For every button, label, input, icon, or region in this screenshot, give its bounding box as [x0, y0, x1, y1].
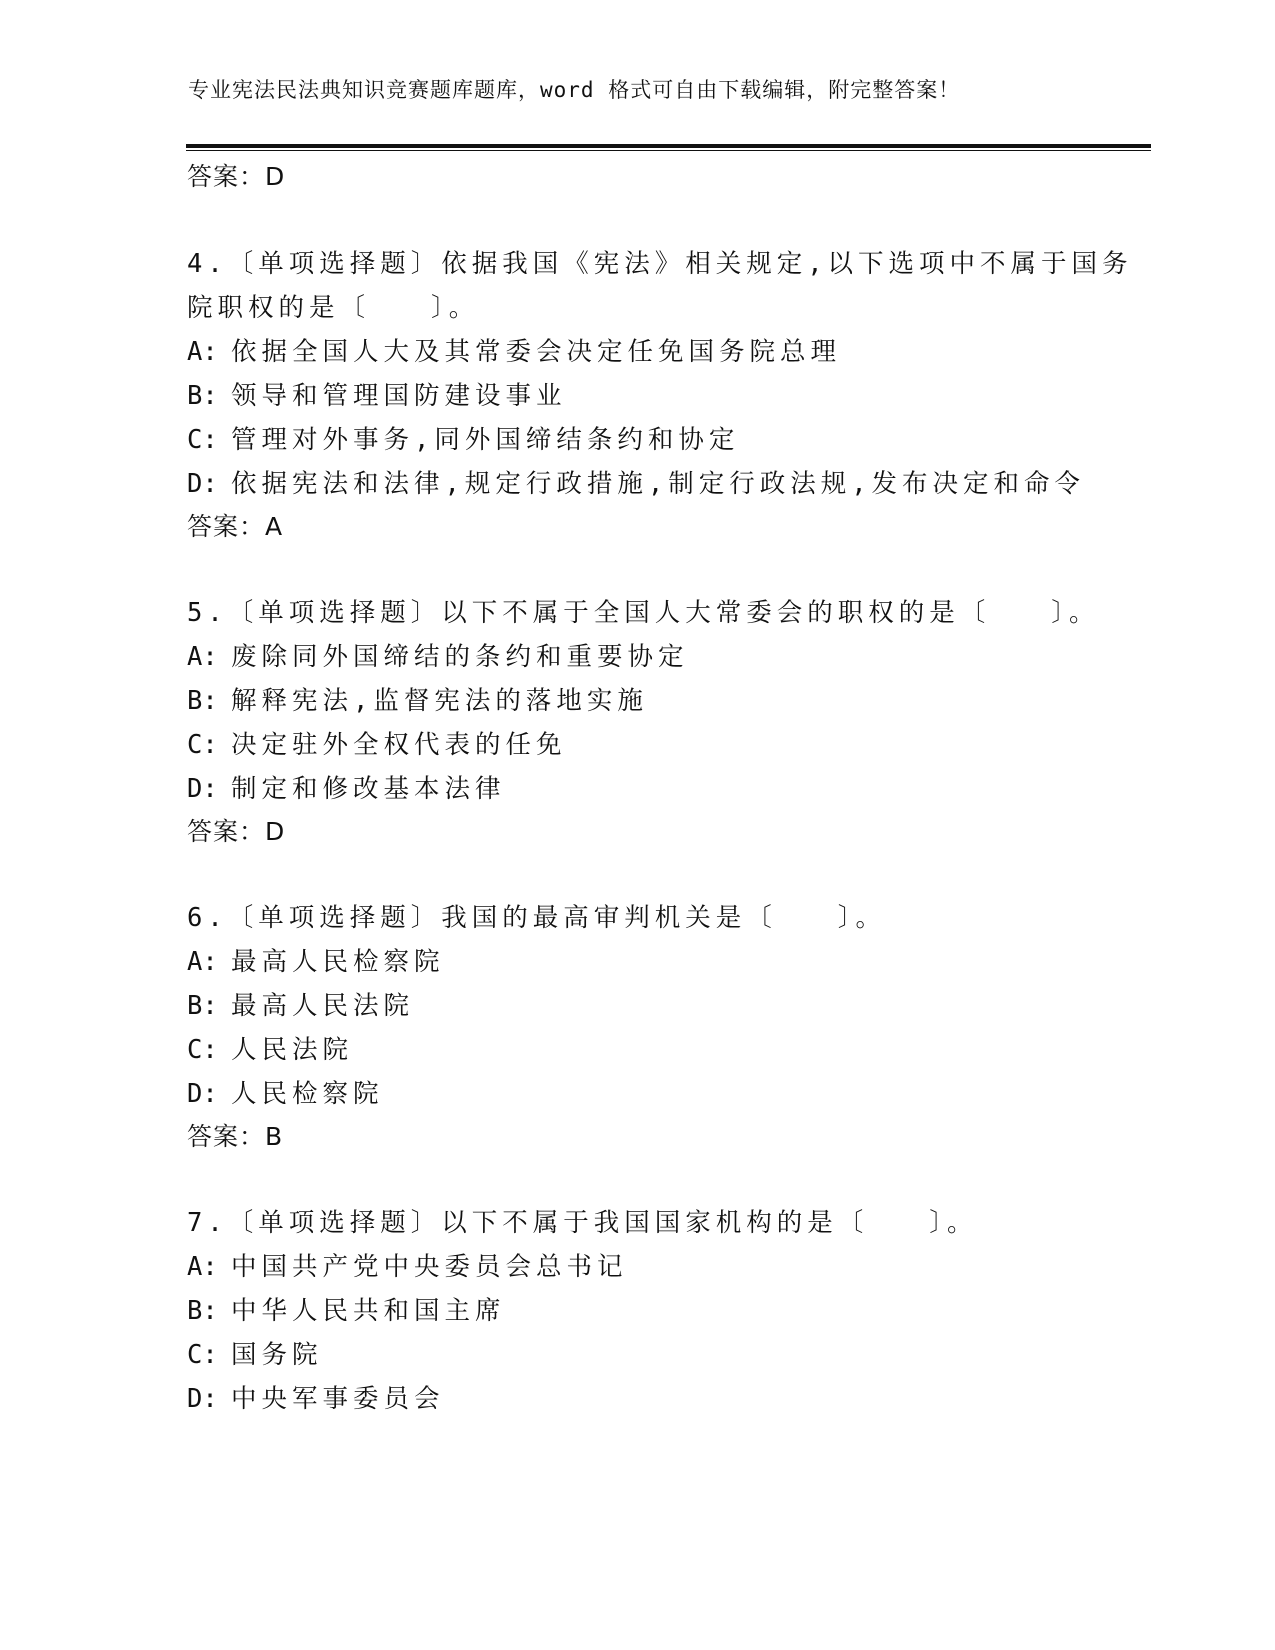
option-letter: C:	[187, 730, 218, 760]
question-5-option-a	[187, 637, 689, 673]
question-7-option-c	[187, 1335, 323, 1371]
option-letter: A:	[187, 642, 218, 672]
option-text: 人民法院	[231, 1035, 354, 1065]
option-text: 领导和管理国防建设事业	[231, 381, 567, 411]
option-text: 中央军事委员会	[231, 1384, 445, 1414]
option-letter: D:	[187, 1079, 218, 1109]
option-text: 依据宪法和法律,规定行政措施,制定行政法规,发布决定和命令	[231, 469, 1086, 499]
question-4-option-b	[187, 376, 567, 412]
option-text: 人民检察院	[231, 1079, 384, 1109]
option-letter: B:	[187, 686, 218, 716]
question-6-option-d	[187, 1074, 384, 1110]
question-7-option-a	[187, 1247, 628, 1283]
question-5-stem-line-1: 5.〔单项选择题〕以下不属于全国人大常委会的职权的是〔 〕。	[187, 598, 1100, 628]
question-5-option-c	[187, 725, 567, 761]
option-letter: C:	[187, 425, 218, 455]
option-letter: D:	[187, 469, 218, 499]
option-letter: B:	[187, 1296, 218, 1326]
question-7-stem-line-1: 7.〔单项选择题〕以下不属于我国国家机构的是〔 〕。	[187, 1208, 978, 1238]
header-rule-thin	[186, 150, 1151, 151]
question-5-answer: 答案：D	[187, 817, 286, 846]
option-letter: B:	[187, 381, 218, 411]
question-6-option-c	[187, 1030, 353, 1066]
question-5-option-d	[187, 769, 506, 805]
option-text: 国务院	[231, 1340, 323, 1370]
option-text: 最高人民法院	[231, 991, 415, 1021]
question-4-stem-line-2: 院职权的是〔 〕。	[187, 293, 480, 323]
question-6-answer: 答案：B	[187, 1122, 284, 1151]
option-letter: B:	[187, 991, 218, 1021]
page-header: 专业宪法民法典知识竞赛题库题库，word 格式可自由下载编辑，附完整答案！	[188, 78, 961, 102]
question-4-answer: 答案：A	[187, 512, 284, 541]
question-7-option-d	[187, 1379, 445, 1415]
question-5-option-b	[187, 681, 648, 717]
option-letter: C:	[187, 1035, 218, 1065]
option-text: 依据全国人大及其常委会决定任免国务院总理	[231, 337, 842, 367]
option-text: 废除同外国缔结的条约和重要协定	[231, 642, 689, 672]
previous-answer: 答案：D	[187, 162, 286, 191]
question-4-option-c	[187, 420, 739, 456]
option-text: 中华人民共和国主席	[231, 1296, 506, 1326]
option-letter: C:	[187, 1340, 218, 1370]
question-4-option-d	[187, 464, 1085, 500]
question-6-stem-line-1: 6.〔单项选择题〕我国的最高审判机关是〔 〕。	[187, 903, 886, 933]
option-text: 制定和修改基本法律	[231, 774, 506, 804]
option-text: 管理对外事务,同外国缔结条约和协定	[231, 425, 740, 455]
option-letter: D:	[187, 774, 218, 804]
question-4-option-a	[187, 332, 841, 368]
option-letter: A:	[187, 947, 218, 977]
option-text: 决定驻外全权代表的任免	[231, 730, 567, 760]
question-4-stem-line-1: 4.〔单项选择题〕依据我国《宪法》相关规定,以下选项中不属于国务	[187, 249, 1133, 279]
option-letter: A:	[187, 1252, 218, 1282]
option-text: 中国共产党中央委员会总书记	[231, 1252, 628, 1282]
question-6-option-a	[187, 942, 445, 978]
option-letter: D:	[187, 1384, 218, 1414]
option-letter: A:	[187, 337, 218, 367]
option-text: 最高人民检察院	[231, 947, 445, 977]
question-7-option-b	[187, 1291, 506, 1327]
question-6-option-b	[187, 986, 414, 1022]
option-text: 解释宪法,监督宪法的落地实施	[231, 686, 648, 716]
header-rule-thick	[186, 144, 1151, 148]
